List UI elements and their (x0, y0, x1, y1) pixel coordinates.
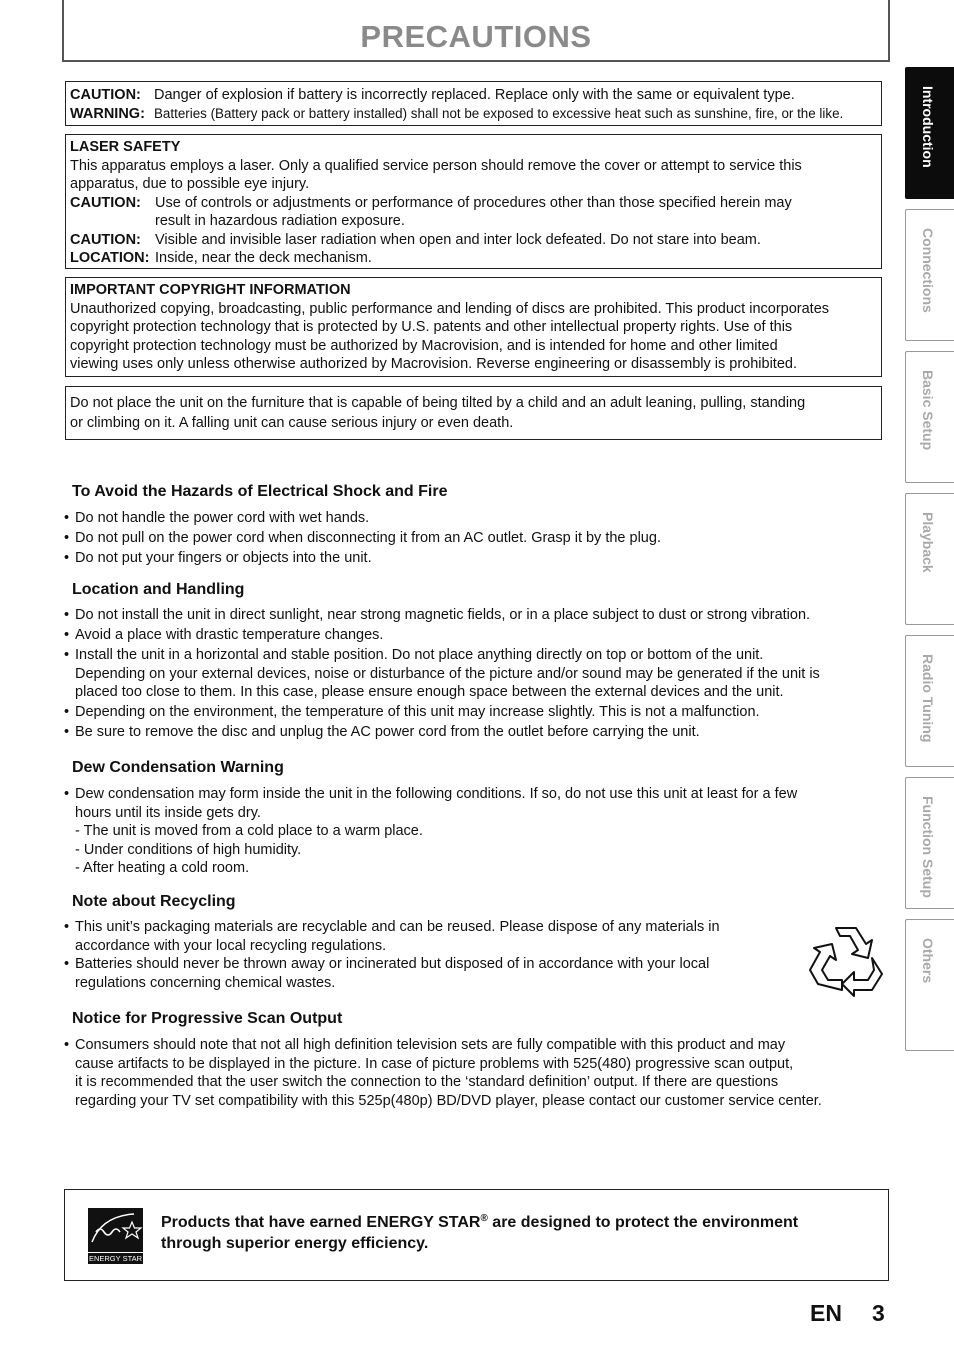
dew-condition-2: - Under conditions of high humidity. (75, 841, 302, 858)
laser-location-row (70, 249, 877, 268)
laser-intro-line-2: apparatus, due to possible eye injury. (70, 176, 310, 192)
list-item: • Avoid a place with drastic temperature changes. (64, 627, 384, 643)
tab-introduction[interactable]: Introduction (905, 67, 954, 199)
copyright-line-2: copyright protection technology that is protected by U.S. patents and other intellectual property rights. Use of this (70, 319, 793, 335)
registered-mark: ® (480, 1213, 488, 1224)
laser-caution-1-label: CAUTION: (70, 194, 141, 211)
tab-radio-tuning[interactable]: Radio Tuning (905, 635, 954, 767)
laser-location-text: Inside, near the deck mechanism. (155, 250, 372, 266)
language-code: EN (810, 1300, 842, 1326)
laser-caution-2-row (70, 231, 877, 250)
recycle-icon (806, 922, 886, 1000)
copyright-line-1: Unauthorized copying, broadcasting, public performance and lending of discs are prohibited. This product incorporates (70, 300, 830, 317)
caution-label: CAUTION: (70, 87, 141, 103)
laser-intro-line-1: This apparatus employs a laser. Only a qualified service person should remove the cover or attempt to service this (70, 157, 802, 174)
progressive-list (64, 1036, 894, 1110)
energy-star-icon (88, 1208, 143, 1252)
energy-line-1a: Products that have earned ENERGY STAR (161, 1214, 481, 1231)
page-title-box (62, 0, 890, 62)
list-item: • Consumers should note that not all high definition television sets are fully compatible with this product and may cause artifacts to be displayed in the picture. In case of picture problems with 525(480) progressive scan output, it is recommended that the user switch the connection to the ‘standard definition’ output. If there are questions regarding your TV set compatibility with this 525p(480p) BD/DVD player, please contact our customer service center. (64, 1037, 822, 1109)
copyright-line-4: viewing uses only unless otherwise authorized by Macrovision. Reverse engineering or disassembly is prohibited. (70, 356, 797, 372)
warning-text: Batteries (Battery pack or battery installed) shall not be exposed to excessive heat such as sunshine, fire, or the like. (154, 105, 844, 121)
energy-line-1b: are designed to protect the environment (487, 1214, 799, 1231)
battery-caution-row (70, 86, 877, 105)
caution-text: Danger of explosion if battery is incorrectly replaced. Replace only with the same or equivalent type. (154, 87, 795, 103)
list-item: • Depending on the environment, the temperature of this unit may increase slightly. This is not a malfunction. (64, 704, 760, 720)
battery-warning-row (70, 105, 877, 124)
list-item: • Do not install the unit in direct sunlight, near strong magnetic fields, or in a place subject to dust or strong vibration. (64, 607, 811, 623)
tab-function-setup[interactable]: Function Setup (905, 777, 954, 909)
tab-basic-setup[interactable]: Basic Setup (905, 351, 954, 483)
laser-safety-box (65, 134, 882, 269)
list-item: • Install the unit in a horizontal and stable position. Do not place anything directly on top or bottom of the unit. Depending on your external devices, noise or disturbance of the picture and/or sound may be generated if the unit is placed too close to them. In this case, please ensure enough space between the external devices and the unit. (64, 647, 820, 700)
furniture-line-1: Do not place the unit on the furniture that is capable of being tilted by a child and an adult leaning, pulling, standing (70, 395, 806, 411)
laser-caution-2-label: CAUTION: (70, 231, 141, 248)
shock-list (64, 508, 894, 568)
warning-label: WARNING: (70, 105, 145, 122)
furniture-line-2: or climbing on it. A falling unit can cause serious injury or even death. (70, 415, 514, 431)
list-item: • Be sure to remove the disc and unplug the AC power cord from the outlet before carrying the unit. (64, 724, 700, 740)
tab-connections[interactable]: Connections (905, 209, 954, 341)
recycling-section-title: Note about Recycling (72, 893, 236, 910)
tab-playback[interactable]: Playback (905, 493, 954, 625)
page-number: 3 (872, 1300, 885, 1326)
recycling-list (64, 918, 784, 992)
energy-line-2: through superior energy efficiency. (161, 1235, 429, 1252)
location-section-title: Location and Handling (72, 581, 245, 598)
logo-divider (88, 1252, 143, 1253)
list-item: • Batteries should never be thrown away or incinerated but disposed of in accordance with your local regulations concerning chemical wastes. (64, 956, 710, 991)
list-item: • Dew condensation may form inside the unit in the following conditions. If so, do not use this unit at least for a few hours until its inside gets dry. (64, 786, 798, 821)
dew-condition-1: - The unit is moved from a cold place to a warm place. (75, 823, 423, 839)
copyright-box (65, 277, 882, 377)
laser-safety-heading: LASER SAFETY (70, 139, 181, 155)
list-item: • This unit’s packaging materials are recyclable and can be reused. Please dispose of any materials in accordance with your local recycling regulations. (64, 919, 720, 954)
energy-star-logo-label: ENERGY STAR (88, 1254, 143, 1263)
shock-section-title: To Avoid the Hazards of Electrical Shock and Fire (72, 483, 448, 500)
laser-caution-1-line-2: result in hazardous radiation exposure. (155, 213, 405, 229)
page-title: PRECAUTIONS (360, 19, 592, 54)
location-list (64, 606, 894, 742)
dew-section-title: Dew Condensation Warning (72, 759, 284, 776)
dew-condition-3: - After heating a cold room. (75, 860, 250, 876)
laser-location-label: LOCATION: (70, 250, 150, 266)
copyright-line-3: copyright protection technology must be authorized by Macrovision, and is intended for home and other limited (70, 337, 778, 354)
dew-list (64, 785, 894, 878)
energy-star-statement (161, 1212, 871, 1254)
section-tabs (905, 67, 954, 1061)
copyright-heading: IMPORTANT COPYRIGHT INFORMATION (70, 282, 351, 298)
laser-caution-2-text: Visible and invisible laser radiation when open and inter lock defeated. Do not stare into beam. (155, 231, 761, 248)
laser-caution-1-row (70, 194, 877, 231)
tab-others[interactable]: Others (905, 919, 954, 1051)
energy-star-logo (88, 1208, 143, 1264)
list-item: • Do not pull on the power cord when disconnecting it from an AC outlet. Grasp it by the plug. (64, 530, 661, 546)
list-item: • Do not put your fingers or objects into the unit. (64, 550, 372, 566)
battery-caution-box (65, 81, 882, 126)
laser-caution-1-line-1: Use of controls or adjustments or performance of procedures other than those specified herein may (155, 194, 792, 211)
progressive-section-title: Notice for Progressive Scan Output (72, 1010, 343, 1027)
furniture-warning-box (65, 386, 882, 440)
laser-caution-1-text (155, 194, 877, 231)
list-item: • Do not handle the power cord with wet hands. (64, 510, 370, 526)
energy-star-box (64, 1189, 889, 1281)
